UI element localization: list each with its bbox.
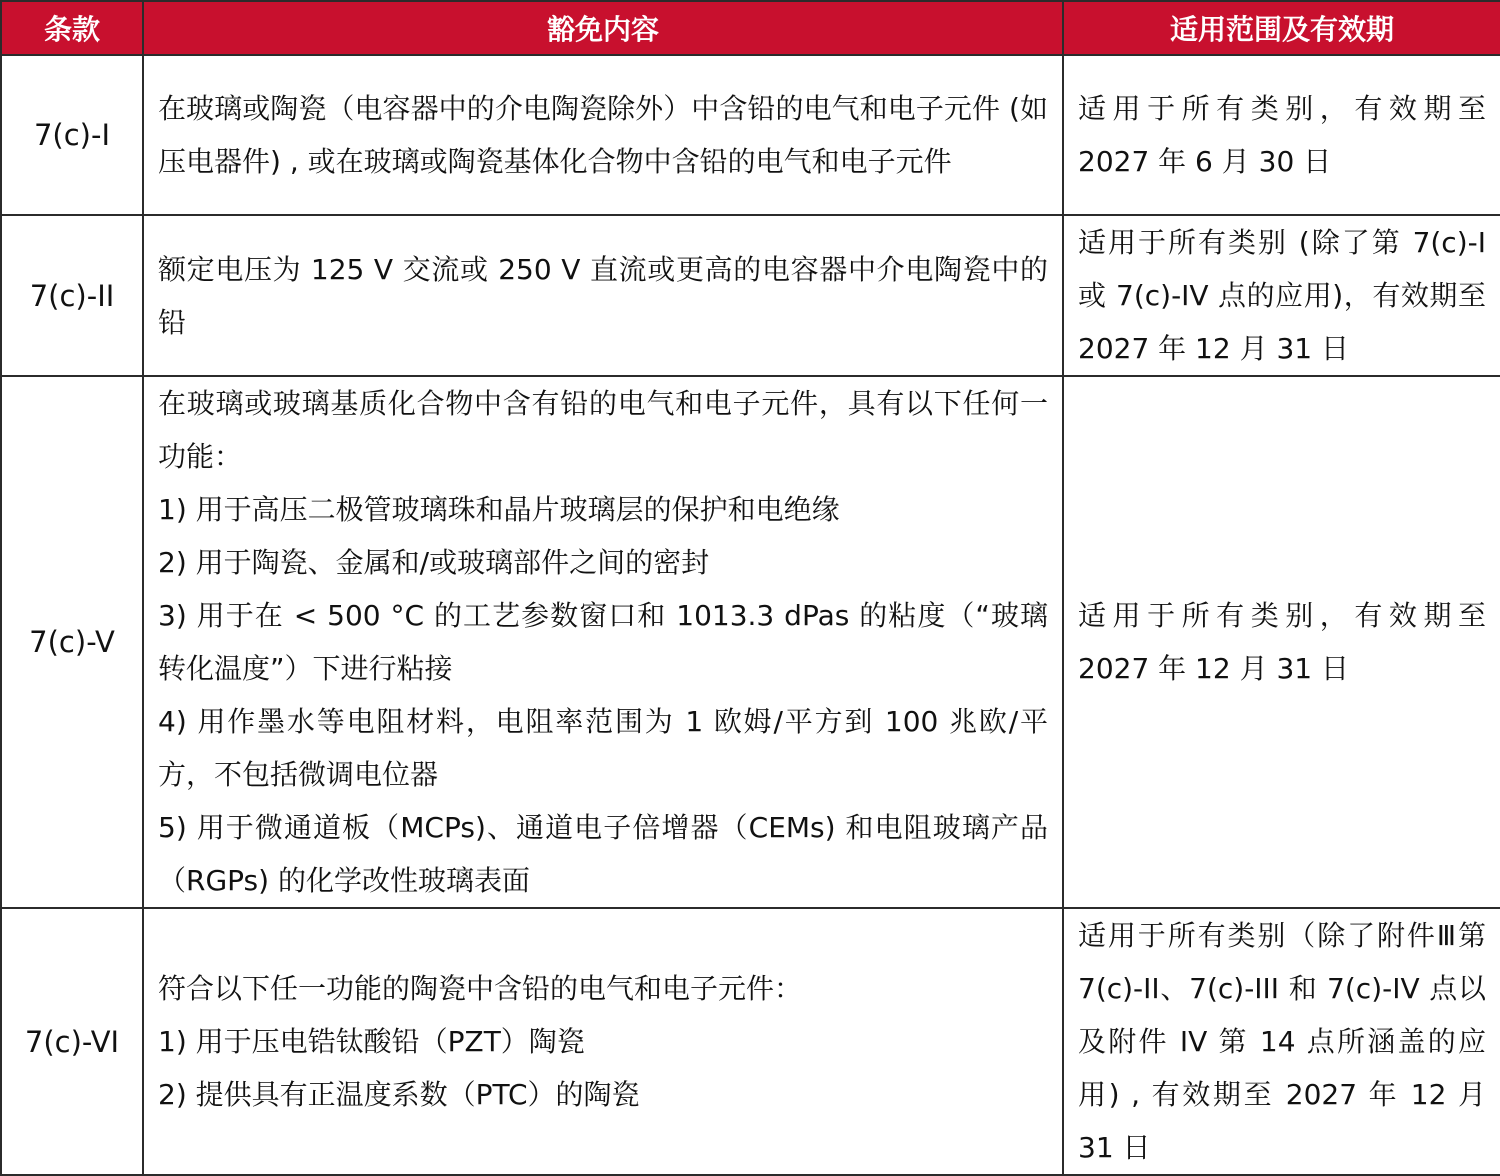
scope-cell: 适用于所有类别，有效期至 2027 年 6 月 30 日	[1063, 55, 1500, 215]
content-list-item: 1) 用于压电锆钛酸铅（PZT）陶瓷	[158, 1025, 585, 1058]
header-scope: 适用范围及有效期	[1063, 1, 1500, 55]
header-exemption: 豁免内容	[143, 1, 1063, 55]
table-row	[1, 376, 1500, 908]
scope-cell: 适用于所有类别（除了附件Ⅲ第 7(c)-II、7(c)-III 和 7(c)-IV 点以及附件 IV 第 14 点所涵盖的应用) , 有效期至 2027 年 12 月 31 日	[1063, 908, 1500, 1175]
content-paragraph: 符合以下任一功能的陶瓷中含铅的电气和电子元件：	[158, 972, 803, 1005]
content-list-item: 2) 用于陶瓷、金属和/或玻璃部件之间的密封	[158, 546, 710, 579]
table-row	[1, 215, 1500, 376]
clause-cell: 7(c)-VI	[1, 908, 143, 1175]
content-list-item: 3) 用于在 < 500 °C 的工艺参数窗口和 1013.3 dPas 的粘度（“玻璃转化温度”）下进行粘接	[158, 599, 1048, 685]
clause-cell: 7(c)-I	[1, 55, 143, 215]
content-list-item: 2) 提供具有正温度系数（PTC）的陶瓷	[158, 1078, 640, 1111]
clause-cell: 7(c)-II	[1, 215, 143, 376]
clause-cell: 7(c)-V	[1, 376, 143, 908]
header-clause: 条款	[1, 1, 143, 55]
scope-cell: 适用于所有类别 (除了第 7(c)-I 或 7(c)-IV 点的应用)，有效期至 2027 年 12 月 31 日	[1063, 215, 1500, 376]
table-row	[1, 908, 1500, 1175]
scope-cell: 适用于所有类别，有效期至 2027 年 12 月 31 日	[1063, 376, 1500, 908]
table-row	[1, 55, 1500, 215]
exemption-content-cell	[143, 376, 1063, 908]
exemption-content-cell	[143, 215, 1063, 376]
content-paragraph: 在玻璃或陶瓷（电容器中的介电陶瓷除外）中含铅的电气和电子元件 (如压电器件) , 或在玻璃或陶瓷基体化合物中含铅的电气和电子元件	[158, 92, 1048, 178]
content-paragraph: 额定电压为 125 V 交流或 250 V 直流或更高的电容器中介电陶瓷中的铅	[158, 252, 1048, 339]
content-list-item: 1) 用于高压二极管玻璃珠和晶片玻璃层的保护和电绝缘	[158, 493, 840, 526]
header-row	[1, 1, 1500, 55]
exemption-content-cell	[143, 55, 1063, 215]
content-list-item: 4) 用作墨水等电阻材料，电阻率范围为 1 欧姆/平方到 100 兆欧/平方，不包括微调电位器	[158, 705, 1048, 791]
content-paragraph: 在玻璃或玻璃基质化合物中含有铅的电气和电子元件，具有以下任何一功能：	[158, 387, 1048, 473]
exemption-content-cell	[143, 908, 1063, 1175]
content-list-item: 5) 用于微通道板（MCPs)、通道电子倍增器（CEMs) 和电阻玻璃产品（RGPs) 的化学改性玻璃表面	[158, 811, 1048, 897]
